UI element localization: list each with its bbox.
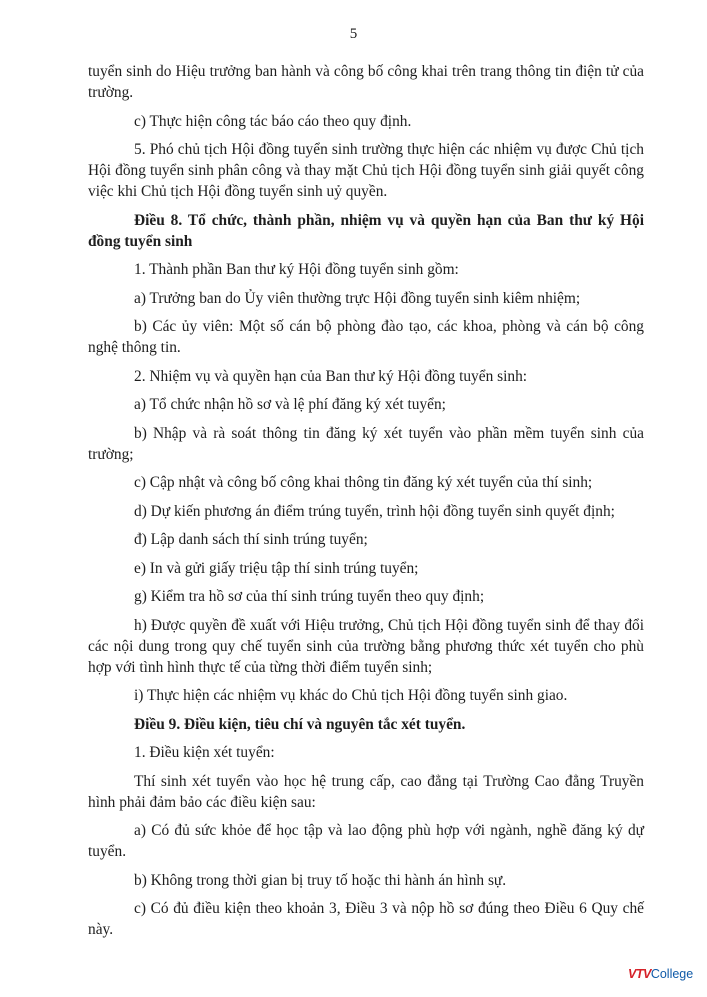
paragraph: Thí sinh xét tuyển vào học hệ trung cấp, cao đẳng tại Trường Cao đẳng Truyền hình phải đảm bảo các điều kiện sau: xyxy=(88,772,644,811)
paragraph: d) Dự kiến phương án điểm trúng tuyển, trình hội đồng tuyển sinh quyết định; xyxy=(134,502,615,520)
paragraph: 5. Phó chủ tịch Hội đồng tuyển sinh trường thực hiện các nhiệm vụ được Chủ tịch Hội đồng tuyển sinh phân công và thay mặt Chủ tịch Hội đồng tuyển sinh giải quyết công việc khi Chủ tịch Hội đồng tuyển sinh uỷ quyền. xyxy=(88,141,644,200)
vtv-college-watermark-logo xyxy=(628,967,693,981)
paragraph: b) Nhập và rà soát thông tin đăng ký xét tuyển vào phần mềm tuyển sinh của trường; xyxy=(88,424,644,463)
paragraph: 1. Điều kiện xét tuyển: xyxy=(134,744,275,761)
logo-brand: VTV xyxy=(628,967,651,981)
paragraph: 1. Thành phần Ban thư ký Hội đồng tuyển sinh gồm: xyxy=(134,261,459,278)
paragraph: a) Có đủ sức khỏe để học tập và lao động phù hợp với ngành, nghề đăng ký dự tuyển. xyxy=(88,822,644,860)
paragraph: a) Trưởng ban do Ủy viên thường trực Hội đồng tuyển sinh kiêm nhiệm; xyxy=(134,289,581,307)
paragraph: c) Cập nhật và công bố công khai thông tin đăng ký xét tuyển của thí sinh; xyxy=(134,474,593,491)
document-body xyxy=(88,61,644,948)
paragraph: i) Thực hiện các nhiệm vụ khác do Chủ tịch Hội đồng tuyển sinh giao. xyxy=(134,687,568,704)
paragraph: 2. Nhiệm vụ và quyền hạn của Ban thư ký Hội đồng tuyển sinh: xyxy=(134,367,528,385)
page-number: 5 xyxy=(349,26,358,42)
paragraph: h) Được quyền đề xuất với Hiệu trưởng, Chủ tịch Hội đồng tuyển sinh để thay đổi các nội dung trong quy chế tuyển sinh của trường bằng phương thức xét tuyển cho phù hợp với tình hình thực tế của từng thời điểm tuyển sinh; xyxy=(88,616,644,676)
paragraph: tuyển sinh do Hiệu trưởng ban hành và công bố công khai trên trang thông tin điện tử của trường. xyxy=(88,63,644,101)
paragraph: b) Không trong thời gian bị truy tố hoặc thi hành án hình sự. xyxy=(134,871,507,889)
paragraph: c) Thực hiện công tác báo cáo theo quy định. xyxy=(134,112,412,130)
paragraph: a) Tổ chức nhận hồ sơ và lệ phí đăng ký xét tuyển; xyxy=(134,396,446,413)
logo-suffix: College xyxy=(650,967,694,981)
paragraph: đ) Lập danh sách thí sinh trúng tuyển; xyxy=(134,531,368,548)
paragraph: g) Kiểm tra hồ sơ của thí sinh trúng tuyển theo quy định; xyxy=(134,588,485,605)
article-heading: Điều 9. Điều kiện, tiêu chí và nguyên tắc xét tuyển. xyxy=(134,715,466,733)
paragraph: b) Các ủy viên: Một số cán bộ phòng đào tạo, các khoa, phòng và cán bộ công nghệ thông tin. xyxy=(88,318,644,356)
article-heading: Điều 8. Tổ chức, thành phần, nhiệm vụ và quyền hạn của Ban thư ký Hội đồng tuyển sinh xyxy=(88,211,644,250)
paragraph: e) In và gửi giấy triệu tập thí sinh trúng tuyển; xyxy=(134,559,419,577)
paragraph: c) Có đủ điều kiện theo khoản 3, Điều 3 và nộp hồ sơ đúng theo Điều 6 Quy chế này. xyxy=(88,900,644,938)
